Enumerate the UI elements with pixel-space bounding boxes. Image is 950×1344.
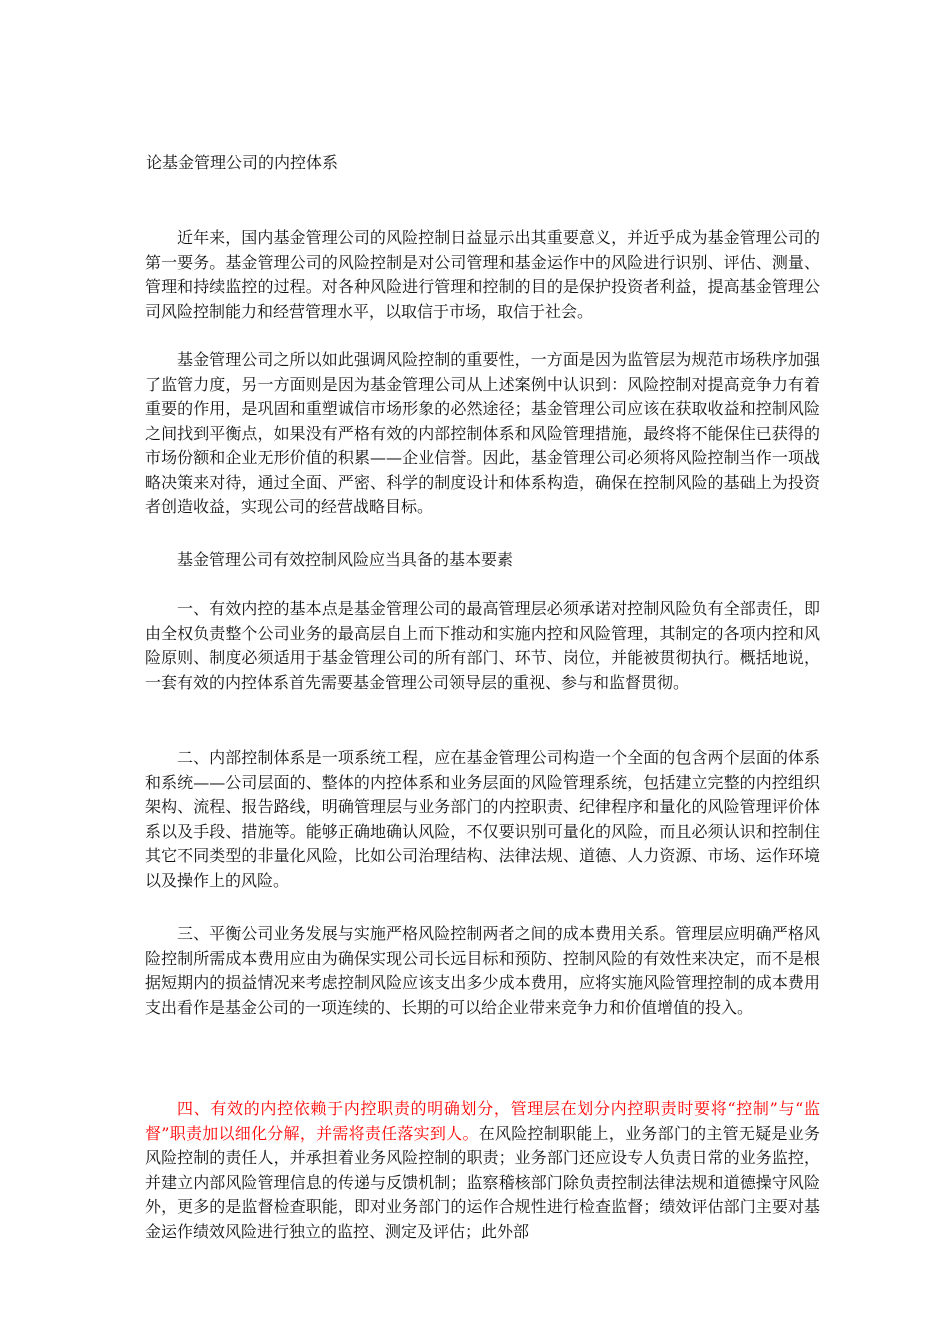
paragraph-point-2: 二、内部控制体系是一项系统工程，应在基金管理公司构造一个全面的包含两个层面的体系和系统——公司层面的、整体的内控体系和业务层面的风险管理系统，包括建立完整的内控组织架构、流程、报告路线，明确管理层与业务部门的内控职责、纪律程序和量化的风险管理评价体系以及手段、措施等。能够正确地确认风险，不仅要识别可量化的风险，而且必须认识和控制住其它不同类型的非量化风险，比如公司治理结构、法律法规、道德、人力资源、市场、运作环境以及操作上的风险。 <box>145 748 820 890</box>
document-title: 论基金管理公司的内控体系 <box>146 153 339 172</box>
paragraph-importance: 基金管理公司之所以如此强调风险控制的重要性，一方面是因为监管层为规范市场秩序加强了监管力度，另一方面则是因为基金管理公司从上述案例中认识到：风险控制对提高竞争力有着重要的作用，是巩固和重塑诚信市场形象的必然途径；基金管理公司应该在获取收益和控制风险之间找到平衡点，如果没有严格有效的内部控制体系和风险管理措施，最终将不能保住已获得的市场份额和企业无形价值的积累——企业信誉。因此，基金管理公司必须将风险控制当作一项战略决策来对待，通过全面、严密、科学的制度设计和体系构造，确保在控制风险的基础上为投资者创造收益，实现公司的经营战略目标。 <box>145 350 820 516</box>
paragraph-point-4-rest: 在风险控制职能上，业务部门的主管无疑是业务风险控制的责任人，并承担着业务风险控制的职责；业务部门还应设专人负责日常的业务监控，并建立内部风险管理信息的传递与反馈机制；监察稽核部门除负责控制法律法规和道德操守风险外，更多的是监督检查职能，即对业务部门的运作合规性进行检查监督；绩效评估部门主要对基金运作绩效风险进行独立的监控、测定及评估；此外部 <box>145 1123 820 1241</box>
paragraph-point-3: 三、平衡公司业务发展与实施严格风险控制两者之间的成本费用关系。管理层应明确严格风险控制所需成本费用应由为确保实现公司长远目标和预防、控制风险的有效性来决定，而不是根据短期内的损益情况来考虑控制风险应该支出多少成本费用，应将实施风险管理控制的成本费用支出看作是基金公司的一项连续的、长期的可以给企业带来竞争力和价值增值的投入。 <box>145 924 820 1017</box>
paragraph-point-4 <box>145 1097 820 1244</box>
paragraph-point-1: 一、有效内控的基本点是基金管理公司的最高管理层必须承诺对控制风险负有全部责任，即由全权负责整个公司业务的最高层自上而下推动和实施内控和风险管理，其制定的各项内控和风险原则、制度必须适用于基金管理公司的所有部门、环节、岗位，并能被贯彻执行。概括地说，一套有效的内控体系首先需要基金管理公司领导层的重视、参与和监督贯彻。 <box>145 599 820 692</box>
paragraph-intro: 近年来，国内基金管理公司的风险控制日益显示出其重要意义，并近乎成为基金管理公司的第一要务。基金管理公司的风险控制是对公司管理和基金运作中的风险进行识别、评估、测量、管理和持续监控的过程。对各种风险进行管理和控制的目的是保护投资者利益，提高基金管理公司风险控制能力和经营管理水平，以取信于市场，取信于社会。 <box>145 228 820 321</box>
highlighted-text: 四、有效的内控依赖于内控职责的明确划分，管理层在划分内控职责时要将“控制”与“监督”职责加以细化分解，并需将责任落实到人。 <box>145 1099 820 1143</box>
section-heading: 基金管理公司有效控制风险应当具备的基本要素 <box>177 550 514 569</box>
